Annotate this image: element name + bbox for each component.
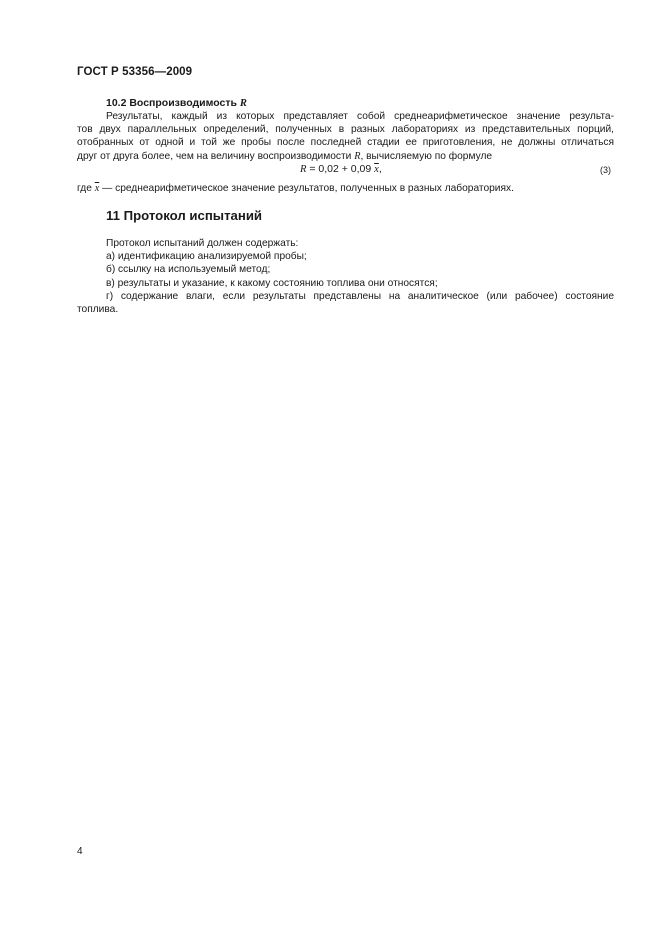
reproducibility-paragraph: [77, 110, 614, 163]
protocol-intro: Протокол испытаний должен содержать:: [106, 238, 299, 249]
paragraph-line: тов двух параллельных определений, полученных в разных лабораториях из представительных порций,: [77, 124, 614, 136]
where-xbar: $\overline{x}$: [94, 183, 100, 194]
list-item-continuation: топлива.: [77, 304, 119, 316]
section-heading-10-2-text: 10.2 Воспроизводимость: [106, 97, 237, 109]
list-item: а) идентификацию анализируемой пробы;: [106, 251, 307, 263]
document-id: ГОСТ Р 53356—2009: [77, 66, 193, 78]
section-heading-10-2: [106, 97, 247, 109]
equation-number: (3): [600, 165, 611, 175]
paragraph-line: друг от друга более, чем на величину воспроизводимости R, вычисляемую по формуле: [77, 150, 493, 162]
where-prefix: где: [77, 183, 92, 194]
paragraph-line: Результаты, каждый из которых представляет собой среднеарифметическое значение результа-: [106, 111, 614, 122]
list-item: г) содержание влаги, если результаты представлены на аналитическое (или рабочее) состояние: [106, 290, 614, 302]
formula-body: = 0,02 + 0,09: [309, 163, 375, 175]
section-heading-10-2-symbol: R: [239, 98, 247, 109]
list-item: в) результаты и указание, к какому состоянию топлива они относятся;: [106, 277, 438, 289]
list-item: б) ссылку на используемый метод;: [106, 264, 271, 276]
section-heading-11: 11 Протокол испытаний: [106, 208, 263, 223]
formula-symbol: R: [300, 164, 307, 175]
where-paragraph: [77, 182, 614, 195]
where-text: — среднеарифметическое значение результатов, полученных в разных лабораториях.: [99, 183, 514, 194]
formula-xbar: $\overline{x}$: [374, 164, 379, 175]
formula: R = 0,02 + 0,09 $\overline{x}$,: [300, 163, 382, 175]
protocol-list: [77, 237, 614, 316]
paragraph-line: отобранных от одной и той же пробы после последней стадии ее приготовления, не должны отличаться: [77, 137, 614, 149]
page-number: 4: [77, 846, 83, 857]
